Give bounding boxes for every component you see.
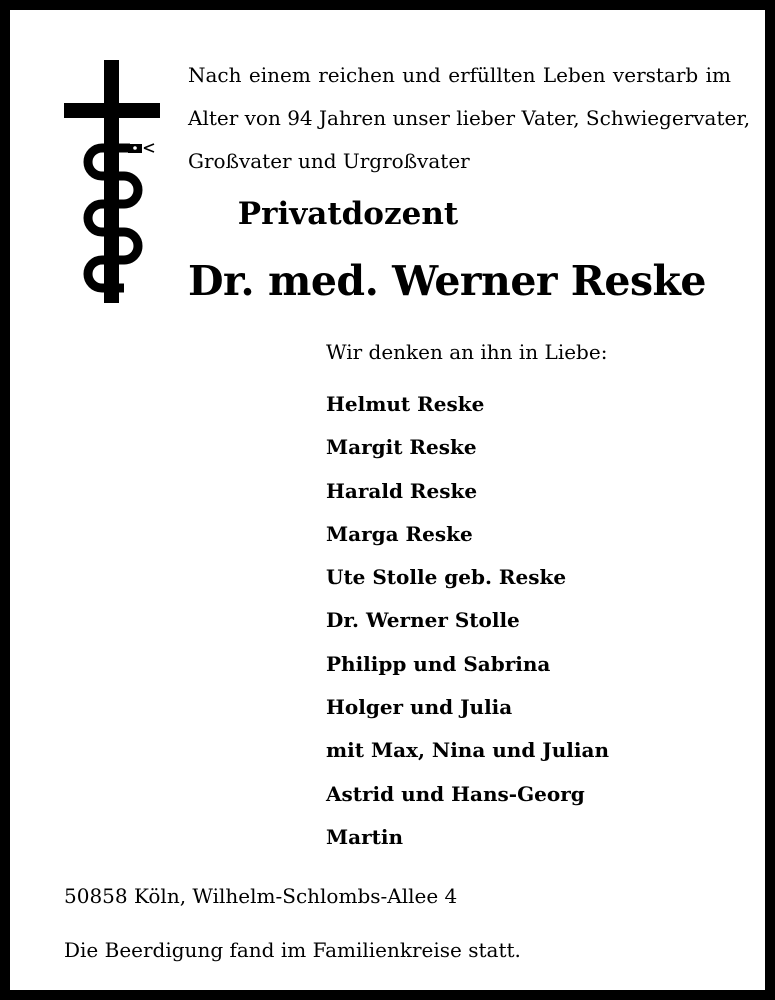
intro-text: [188, 54, 751, 183]
mourner-name: Philipp und Sabrina: [326, 651, 551, 676]
intro-line: Nach einem reichen und erfüllten Leben verstarb im: [188, 63, 731, 87]
mourner-name: Harald Reske: [326, 478, 478, 503]
address: 50858 Köln, Wilhelm-Schlombs-Allee 4: [64, 884, 458, 908]
cross-with-staff-of-asclepius-icon: [64, 60, 164, 305]
mourner-name: mit Max, Nina und Julian: [326, 738, 609, 763]
mourner-name: Ute Stolle geb. Reske: [326, 565, 567, 590]
mourner-name: Margit Reske: [326, 435, 477, 460]
mourner-name: Dr. Werner Stolle: [326, 608, 520, 633]
intro-line: Alter von 94 Jahren unser lieber Vater, Schwiegervater,: [188, 106, 751, 130]
funeral-note: Die Beerdigung fand im Familienkreise statt.: [64, 938, 521, 962]
deceased-title: Privatdozent: [237, 196, 459, 232]
mourners-intro: Wir denken an ihn in Liebe:: [326, 340, 608, 364]
mourner-name: Helmut Reske: [326, 392, 485, 416]
intro-line: Großvater und Urgroßvater: [188, 149, 470, 173]
deceased-name: Dr. med. Werner Reske: [188, 257, 707, 305]
mourner-name: Holger und Julia: [326, 695, 513, 720]
mourner-name: Astrid und Hans-Georg: [326, 781, 585, 806]
mourner-name: Martin: [326, 824, 404, 849]
mourners-list: [326, 388, 609, 864]
mourner-name: Marga Reske: [326, 521, 473, 546]
